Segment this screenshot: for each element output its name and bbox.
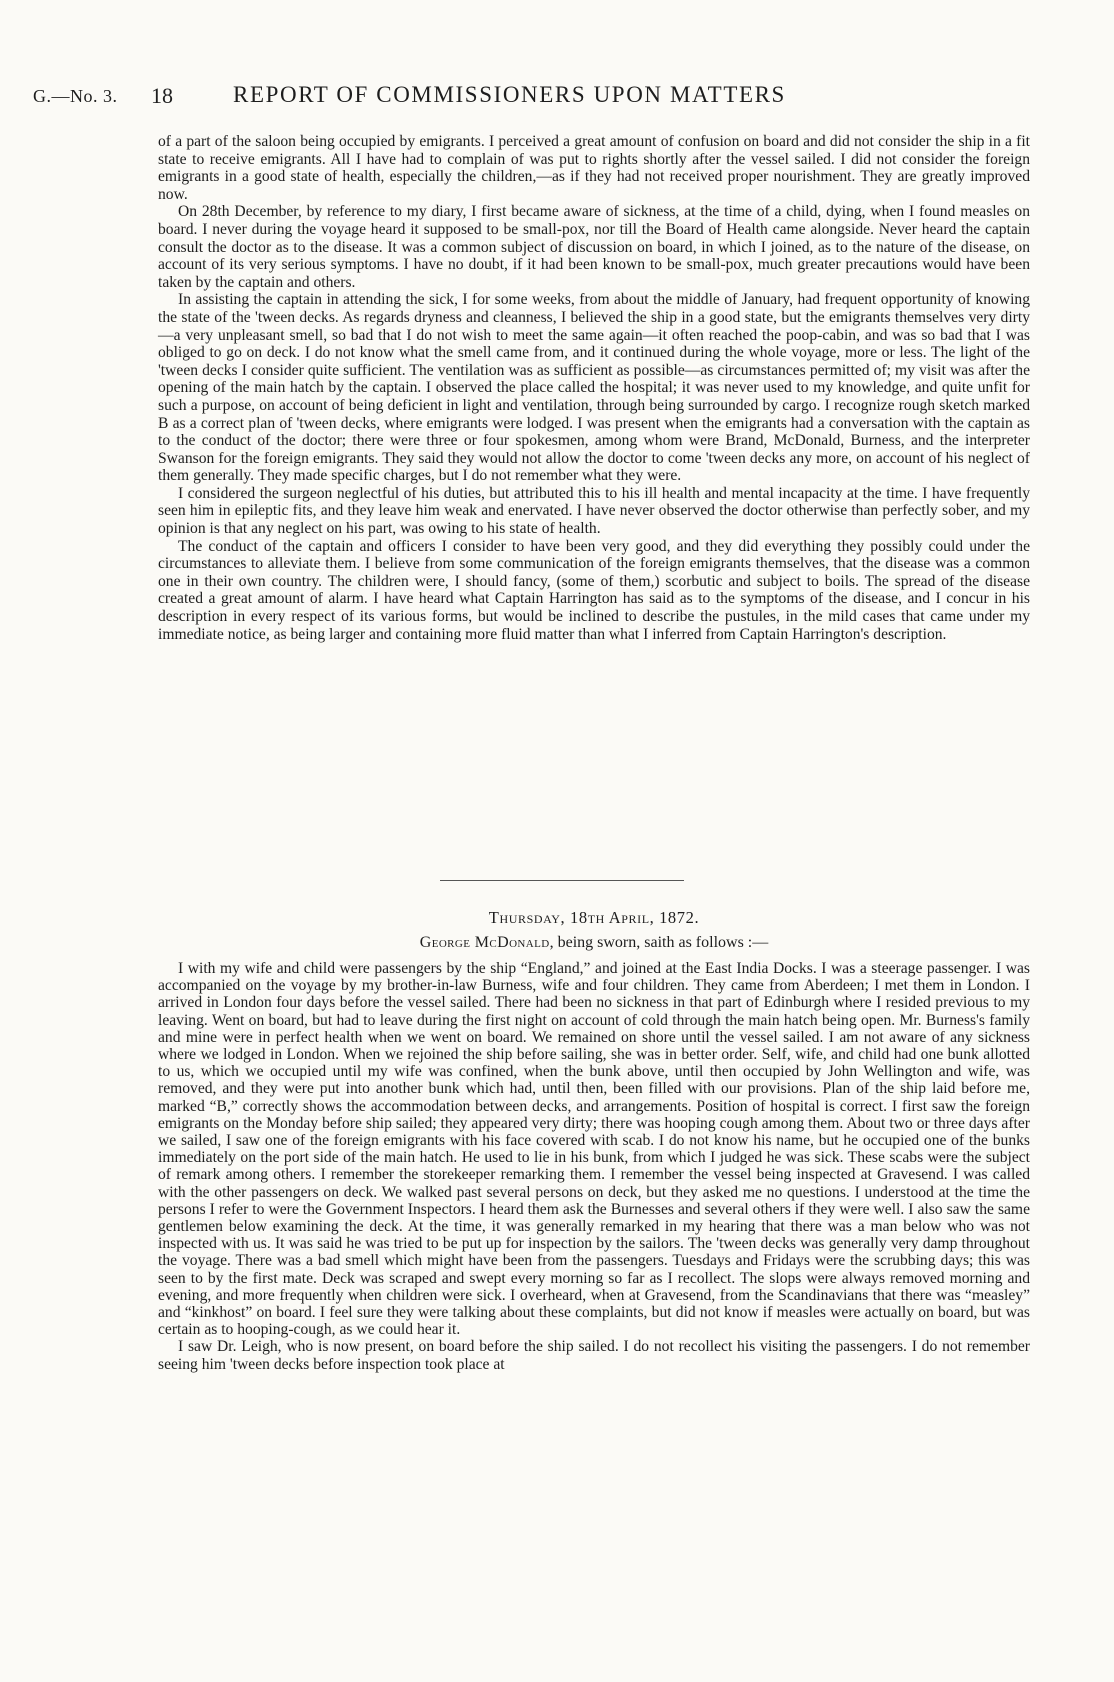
- page-header: [33, 80, 1053, 110]
- paragraph: I saw Dr. Leigh, who is now present, on board before the ship sailed. I do not recollect his visiting the passengers. I do not remember seeing him 'tween decks before inspection took place at: [158, 1338, 1030, 1373]
- witness-intro: [158, 934, 1030, 952]
- paragraph: The conduct of the captain and officers I consider to have been very good, and they did everything they possibly could under the circumstances to alleviate them. I believe from some communication of the foreign emigrants themselves, that the disease was a common one in their own country. The children were, I should fancy, (some of them,) scorbutic and subject to boils. The spread of the disease created a great amount of alarm. I have heard what Captain Harrington has said as to the symptoms of the disease, and I concur in his description in every respect of its various forms, but would be inclined to describe the pustules, in the mild cases that came under my immediate notice, as being larger and containing more fluid matter than what I inferred from Captain Harrington's description.: [158, 537, 1030, 643]
- paragraph: I considered the surgeon neglectful of his duties, but attributed this to his ill health and mental incapacity at the time. I have frequently seen him in epileptic fits, and they leave him weak and enervated. I have never observed the doctor otherwise than perfectly sober, and my opinion is that any neglect on his part, was owing to his state of health.: [158, 484, 1030, 538]
- page-number: 18: [151, 83, 173, 108]
- session-date: Thursday, 18th April, 1872.: [488, 908, 700, 927]
- witness-name: George McDonald: [419, 934, 550, 951]
- section-divider: [440, 880, 684, 881]
- document-reference: G.—No. 3.: [33, 86, 118, 106]
- paragraph: I with my wife and child were passengers by the ship “England,” and joined at the East India Docks. I was a steerage passenger. I was accompanied on the voyage by my brother-in-law Burness, wife and four children. They came from Aberdeen; I met them in London. I arrived in London four days before the vessel sailed. There had been no sickness in that part of Edinburgh where I resided previous to my leaving. Went on board, but had to leave during the first night on account of cold through the main hatch being open. Mr. Burness's family and mine were in perfect health when we went on board. We remained on shore until the vessel sailed. I am not aware of any sickness where we lodged in London. When we rejoined the ship before sailing, she was in better order. Self, wife, and child had one bunk allotted to us, which we occupied until my wife was confined, when the bunk above, until then occupied by John Wellington and wife, was removed, and they were put into another bunk which had, until then, been filled with our provisions. Plan of the ship laid before me, marked “B,” correctly shows the accommodation between decks, and arrangements. Position of hospital is correct. I first saw the foreign emigrants on the Monday before ship sailed; they appeared very dirty; there was hooping cough among them. About two or three days after we sailed, I saw one of the foreign emigrants with his face covered with scab. I do not know his name, but he occupied one of the bunks immediately on the port side of the main hatch. He used to lie in his bunk, from which I judged he was sick. These scabs were the subject of remark among others. I remember the storekeeper remarking them. I remember the vessel being inspected at Gravesend. I was called with the other passengers on deck. We walked past several persons on deck, but they asked me no questions. I understood at the time the persons I refer to were the Government Inspectors. I heard them ask the Burnesses and several others if they were well. I also saw the same gentlemen below examining the deck. At the time, it was generally remarked in my hearing that there was a man below who was not inspected with us. It was said he was tried to be put up for inspection by the sailors. The 'tween decks was generally very damp throughout the voyage. There was a bad smell which might have been from the passengers. Tuesdays and Fridays were the scrubbing days; this was seen to by the first mate. Deck was scraped and swept every morning so far as I recollect. The slops were always removed morning and evening, and more frequently when children were sick. I overheard, when at Gravesend, from the Scandinavians that there was “measley” and “kinkhost” on board. I feel sure they were talking about these complaints, but did not know if measles were actually on board, but was certain as to hooping-cough, as we could hear it.: [158, 960, 1030, 1339]
- paragraph: In assisting the captain in attending the sick, I for some weeks, from about the middle of January, had frequent opportunity of knowing the state of the 'tween decks. As regards dryness and cleanness, I believed the ship in a good state, but the emigrants themselves very dirty—a very unpleasant smell, so bad that I do not wish to meet the same again—it often reached the poop-cabin, and was so bad that I was obliged to go on deck. I do not know what the smell came from, and it continued during the whole voyage, more or less. The light of the 'tween decks I consider quite sufficient. The ventilation was as sufficient as possible—as circumstances permitted of; my visit was after the opening of the main hatch by the captain. I observed the place called the hospital; it was never used to my knowledge, and quite unfit for such a purpose, on account of being deficient in light and ventilation, through being surrounded by cargo. I recognize rough sketch marked B as a correct plan of 'tween decks, where emigrants were lodged. I was present when the emigrants had a conversation with the captain as to the conduct of the doctor; there were three or four spokesmen, among whom were Brand, McDonald, Burness, and the interpreter Swanson for the foreign emigrants. They said they would not allow the doctor to come 'tween decks any more, on account of his neglect of them generally. They made specific charges, but I do not remember what they were.: [158, 291, 1030, 485]
- paragraph: On 28th December, by reference to my diary, I first became aware of sickness, at the time of a child, dying, when I found measles on board. I never during the voyage heard it supposed to be small-pox, nor till the Board of Health came alongside. Never heard the captain consult the doctor as to the disease. It was a common subject of discussion on board, in which I joined, as to the nature of the disease, on account of its very serious symptoms. I have no doubt, if it had been known to be small-pox, much greater precautions would have been taken by the captain and others.: [158, 203, 1030, 291]
- testimony-continued: [158, 133, 1030, 643]
- testimony-mcdonald: [158, 960, 1030, 1373]
- running-title: REPORT OF COMMISSIONERS UPON MATTERS: [233, 82, 786, 107]
- paragraph: of a part of the saloon being occupied by emigrants. I perceived a great amount of confusion on board and did not consider the ship in a fit state to receive emigrants. All I have had to complain of was put to rights shortly after the vessel sailed. I did not consider the foreign emigrants in a good state of health, especially the children,—as if they had not received proper nourishment. They are greatly improved now.: [158, 133, 1030, 203]
- witness-oath: , being sworn, saith as follows :—: [549, 934, 769, 951]
